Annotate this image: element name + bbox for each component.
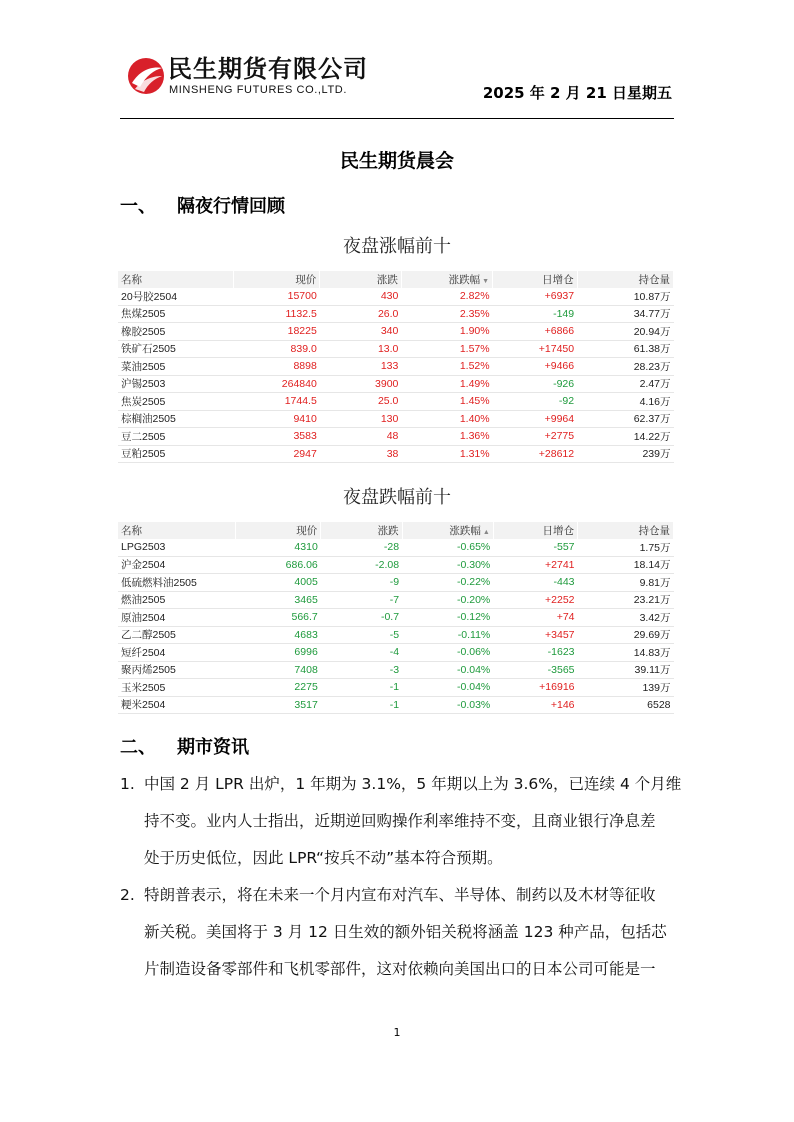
sort-asc-icon: ▲ [482, 529, 490, 536]
minsheng-logo-icon [126, 56, 166, 96]
table-cell: 26.0 [320, 305, 402, 323]
table-cell: -0.20% [402, 591, 493, 609]
table-cell: 聚丙烯2505 [118, 661, 235, 679]
table-cell: 1132.5 [234, 305, 320, 323]
table-cell: 4310 [235, 539, 321, 556]
table-cell: 18.14万 [578, 556, 674, 574]
section-heading-1 [120, 192, 285, 218]
table-cell: -2.08 [321, 556, 402, 574]
table-row [118, 539, 674, 556]
table-cell: -926 [493, 375, 578, 393]
table-row [118, 679, 674, 697]
table-cell: 133 [320, 358, 402, 376]
table-cell: +3457 [493, 626, 577, 644]
table-cell: -1 [321, 679, 402, 697]
table-cell: -0.11% [402, 626, 493, 644]
news-line: 片制造设备零部件和飞机零部件，这对依赖向美国出口的日本公司可能是一 [144, 960, 656, 978]
table-cell: 130 [320, 410, 402, 428]
table-cell: 62.37万 [577, 410, 673, 428]
table-cell: 1.57% [401, 340, 492, 358]
table-cell: 棕榈油2505 [118, 410, 234, 428]
table-row [118, 358, 674, 376]
table-row [118, 609, 674, 627]
column-header: 日增仓 [493, 271, 578, 288]
table-cell: 1.36% [401, 428, 492, 446]
table-cell: 10.87万 [577, 288, 673, 305]
news-list [120, 766, 682, 988]
column-header: 持仓量 [577, 271, 673, 288]
table-cell: 28.23万 [577, 358, 673, 376]
page-header [120, 52, 674, 119]
gainers-table-title: 夜盘涨幅前十 [343, 236, 451, 257]
table-cell: 686.06 [235, 556, 321, 574]
table-cell: 15700 [234, 288, 320, 305]
section-title: 隔夜行情回顾 [177, 196, 285, 217]
table-cell: 13.0 [320, 340, 402, 358]
table-cell: -4 [321, 644, 402, 662]
document-title: 民生期货晨会 [339, 150, 454, 172]
section-title: 期市资讯 [177, 737, 249, 758]
table-row [118, 323, 674, 341]
table-cell: 38 [320, 445, 402, 463]
table-cell: +6866 [493, 323, 578, 341]
table-cell: 沪锡2503 [118, 375, 234, 393]
table-cell: +9466 [493, 358, 578, 376]
table-cell: -1623 [493, 644, 577, 662]
table-cell: 139万 [578, 679, 674, 697]
table-cell: 18225 [234, 323, 320, 341]
table-cell: 焦炭2505 [118, 393, 234, 411]
table-cell: 4005 [235, 574, 321, 592]
column-header: 涨跌 [321, 522, 402, 539]
table-cell: 3.42万 [578, 609, 674, 627]
table-cell: -0.22% [402, 574, 493, 592]
table-cell: 4.16万 [577, 393, 673, 411]
table-cell: -557 [493, 539, 577, 556]
table-cell: 菜油2505 [118, 358, 234, 376]
table-cell: 1.52% [401, 358, 492, 376]
page-number: 1 [393, 1026, 401, 1039]
table-cell: +146 [493, 696, 577, 714]
table-cell: 玉米2505 [118, 679, 235, 697]
table-row [118, 428, 674, 446]
news-line: 持不变。业内人士指出，近期逆回购操作利率维持不变，且商业银行净息差 [144, 812, 656, 830]
table-cell: +28612 [493, 445, 578, 463]
section-heading-2 [120, 733, 249, 759]
table-cell: +6937 [493, 288, 578, 305]
table-cell: 39.11万 [578, 661, 674, 679]
table-cell: 1744.5 [234, 393, 320, 411]
table-cell: 14.22万 [577, 428, 673, 446]
table-cell: 8898 [234, 358, 320, 376]
table-cell: -7 [321, 591, 402, 609]
table-cell: 14.83万 [578, 644, 674, 662]
section-number: 二、 [120, 737, 156, 758]
table-row [118, 591, 674, 609]
table-cell: 61.38万 [577, 340, 673, 358]
table-cell: 原油2504 [118, 609, 235, 627]
table-row [118, 696, 674, 714]
table-cell: -0.04% [402, 679, 493, 697]
table-cell: 燃油2505 [118, 591, 235, 609]
table-cell: 839.0 [234, 340, 320, 358]
table-cell: -0.04% [402, 661, 493, 679]
table-cell: -92 [493, 393, 578, 411]
gainers-table [118, 271, 674, 463]
table-cell: 566.7 [235, 609, 321, 627]
table-cell: 20号胶2504 [118, 288, 234, 305]
company-name-cn: 民生期货有限公司 [168, 55, 368, 83]
news-line: 特朗普表示，将在未来一个月内宣布对汽车、半导体、制药以及木材等征收 [144, 886, 656, 904]
table-cell: 4683 [235, 626, 321, 644]
table-cell: 48 [320, 428, 402, 446]
column-header: 日增仓 [493, 522, 577, 539]
column-header: 名称 [118, 522, 235, 539]
table-cell: 沪金2504 [118, 556, 235, 574]
table-cell: 铁矿石2505 [118, 340, 234, 358]
table-cell: 9.81万 [578, 574, 674, 592]
table-cell: 430 [320, 288, 402, 305]
table-cell: +2741 [493, 556, 577, 574]
news-item [120, 766, 682, 877]
table-cell: -0.7 [321, 609, 402, 627]
table-cell: 340 [320, 323, 402, 341]
column-header: 持仓量 [578, 522, 674, 539]
column-header: 涨跌 [320, 271, 402, 288]
table-cell: +2252 [493, 591, 577, 609]
table-header-row [118, 522, 674, 539]
table-cell: 3900 [320, 375, 402, 393]
table-cell: 34.77万 [577, 305, 673, 323]
table-cell: -0.06% [402, 644, 493, 662]
column-header[interactable]: 涨跌幅 ▼ [401, 271, 492, 288]
news-line: 中国 2 月 LPR 出炉，1 年期为 3.1%，5 年期以上为 3.6%，已连续 4 个月维 [144, 775, 682, 793]
table-cell: 25.0 [320, 393, 402, 411]
section-number: 一、 [120, 196, 156, 217]
table-cell: 23.21万 [578, 591, 674, 609]
table-cell: 1.45% [401, 393, 492, 411]
table-cell: 粳米2504 [118, 696, 235, 714]
table-cell: LPG2503 [118, 539, 235, 556]
table-cell: 264840 [234, 375, 320, 393]
table-cell: 短纤2504 [118, 644, 235, 662]
table-cell: +2775 [493, 428, 578, 446]
table-cell: 豆粕2505 [118, 445, 234, 463]
table-row [118, 393, 674, 411]
table-cell: 29.69万 [578, 626, 674, 644]
table-cell: 3583 [234, 428, 320, 446]
table-cell: -149 [493, 305, 578, 323]
table-cell: 橡胶2505 [118, 323, 234, 341]
table-cell: 1.31% [401, 445, 492, 463]
table-cell: +16916 [493, 679, 577, 697]
table-row [118, 340, 674, 358]
table-cell: 20.94万 [577, 323, 673, 341]
column-header[interactable]: 涨跌幅 ▲ [402, 522, 493, 539]
column-header: 名称 [118, 271, 234, 288]
column-header: 现价 [235, 522, 321, 539]
table-cell: -443 [493, 574, 577, 592]
losers-table-title: 夜盘跌幅前十 [343, 487, 451, 508]
table-cell: 3517 [235, 696, 321, 714]
table-cell: -3565 [493, 661, 577, 679]
table-header-row [118, 271, 674, 288]
table-cell: 焦煤2505 [118, 305, 234, 323]
table-cell: -9 [321, 574, 402, 592]
news-number: 1. [120, 775, 135, 793]
losers-table [118, 522, 674, 714]
table-cell: 豆二2505 [118, 428, 234, 446]
table-cell: 1.75万 [578, 539, 674, 556]
report-date: 2025 年 2 月 21 日星期五 [482, 84, 672, 102]
news-item [120, 877, 676, 988]
table-cell: 低硫燃料油2505 [118, 574, 235, 592]
news-line: 新关税。美国将于 3 月 12 日生效的额外铝关税将涵盖 123 种产品，包括芯 [144, 923, 667, 941]
table-row [118, 445, 674, 463]
table-cell: -0.30% [402, 556, 493, 574]
table-cell: +17450 [493, 340, 578, 358]
table-cell: 2.82% [401, 288, 492, 305]
table-cell: -28 [321, 539, 402, 556]
table-cell: 7408 [235, 661, 321, 679]
table-cell: 2.47万 [577, 375, 673, 393]
table-cell: 1.40% [401, 410, 492, 428]
table-cell: -1 [321, 696, 402, 714]
table-row [118, 574, 674, 592]
table-row [118, 375, 674, 393]
table-row [118, 410, 674, 428]
news-number: 2. [120, 886, 135, 904]
table-cell: -0.65% [402, 539, 493, 556]
table-row [118, 288, 674, 305]
company-name-en: MINSHENG FUTURES CO.,LTD. [169, 84, 347, 96]
column-header: 现价 [234, 271, 320, 288]
table-cell: 6528 [578, 696, 674, 714]
table-cell: +74 [493, 609, 577, 627]
table-cell: 2947 [234, 445, 320, 463]
table-row [118, 626, 674, 644]
table-cell: 9410 [234, 410, 320, 428]
news-line: 处于历史低位，因此 LPR“按兵不动”基本符合预期。 [144, 849, 503, 867]
table-cell: 3465 [235, 591, 321, 609]
table-cell: 2.35% [401, 305, 492, 323]
table-row [118, 556, 674, 574]
table-cell: 6996 [235, 644, 321, 662]
table-cell: 1.90% [401, 323, 492, 341]
table-cell: +9964 [493, 410, 578, 428]
table-cell: -0.03% [402, 696, 493, 714]
table-cell: -5 [321, 626, 402, 644]
table-cell: 1.49% [401, 375, 492, 393]
table-cell: 乙二醇2505 [118, 626, 235, 644]
table-cell: 2275 [235, 679, 321, 697]
table-row [118, 305, 674, 323]
table-cell: -3 [321, 661, 402, 679]
table-row [118, 644, 674, 662]
sort-desc-icon: ▼ [482, 278, 490, 285]
table-cell: -0.12% [402, 609, 493, 627]
table-row [118, 661, 674, 679]
table-cell: 239万 [577, 445, 673, 463]
